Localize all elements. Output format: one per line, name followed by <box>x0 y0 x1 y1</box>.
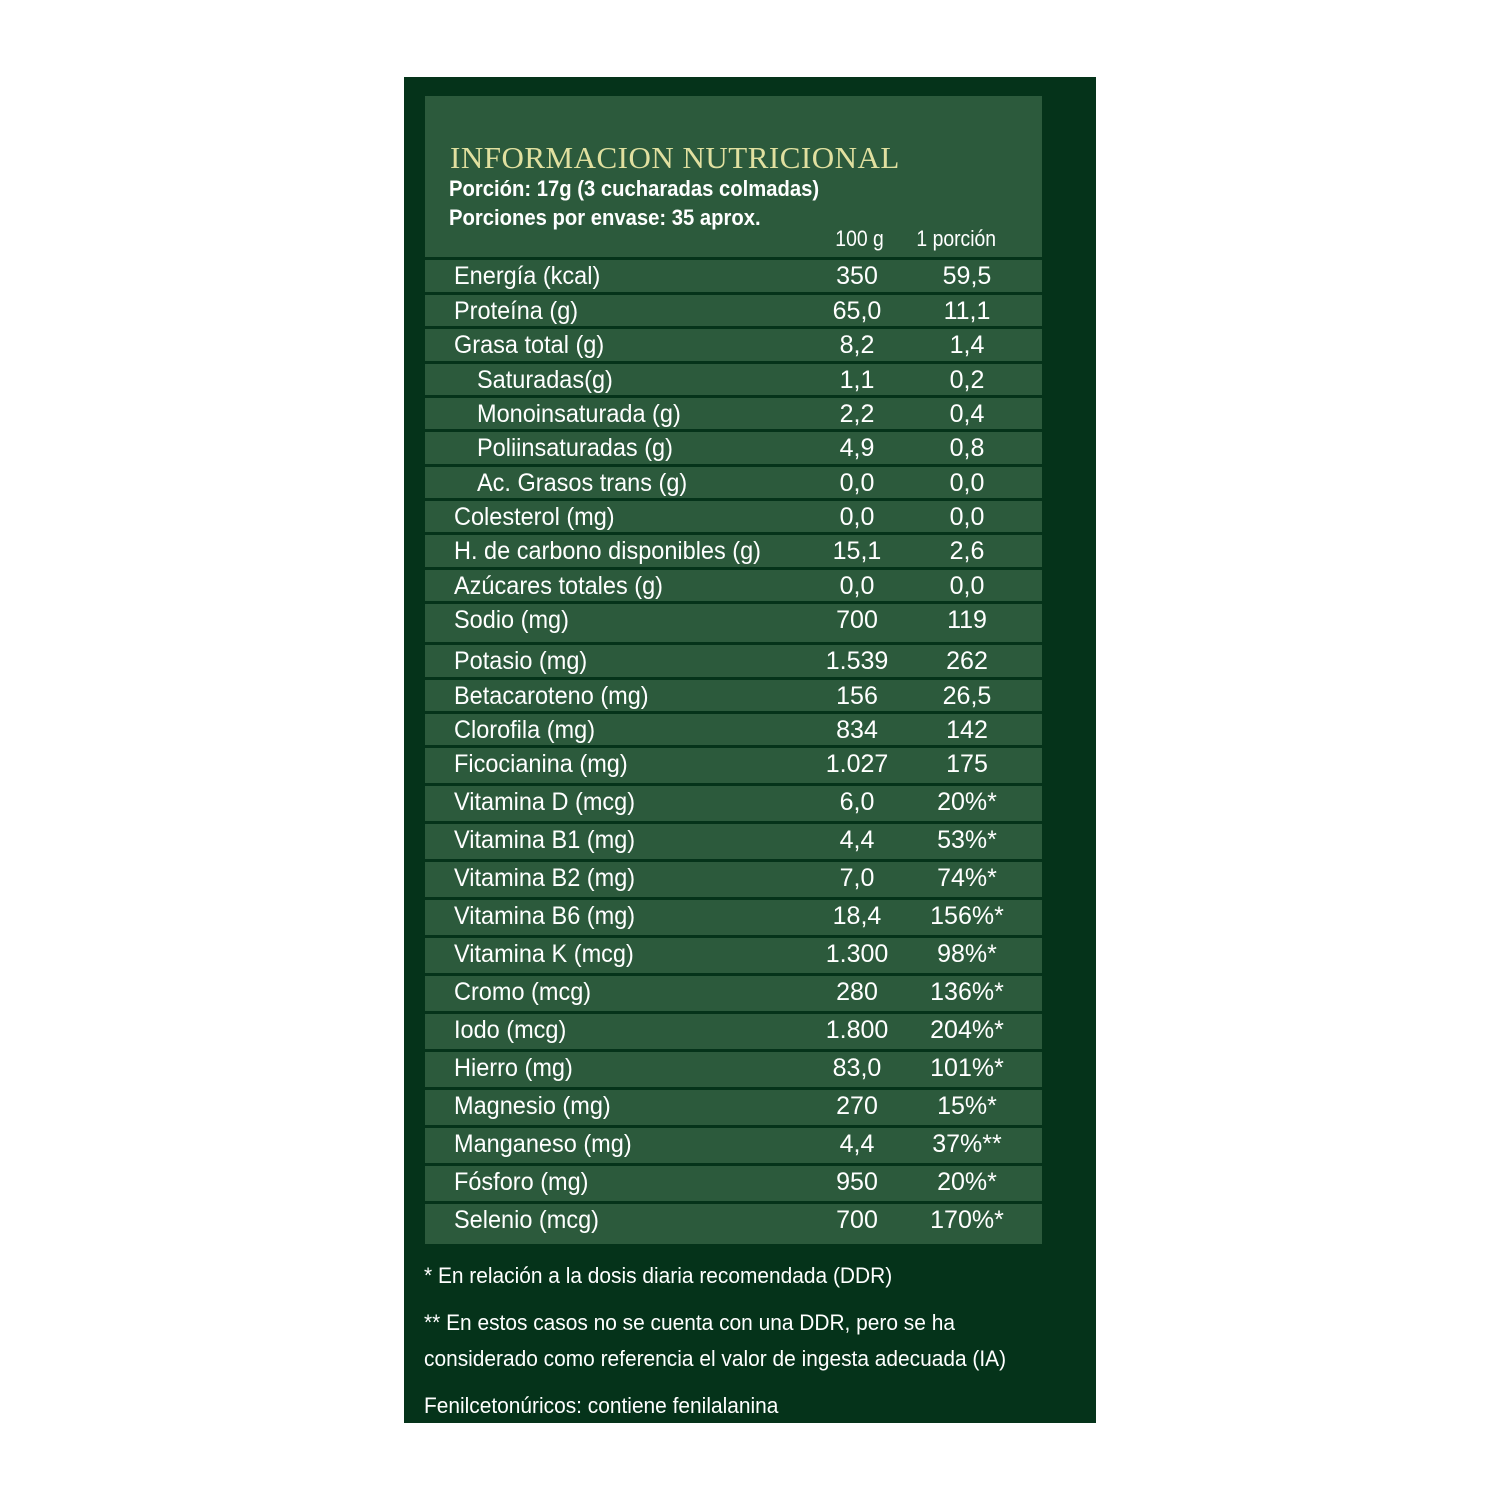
value-per-portion: 175 <box>946 750 988 778</box>
nutrient-row <box>425 973 1042 1007</box>
value-per-portion: 20%* <box>937 788 997 816</box>
footnote-ia-line-1: ** En estos casos no se cuenta con una DDR, pero se ha <box>424 1310 955 1335</box>
footnote-ia-line-2: considerado como referencia el valor de ingesta adecuada (IA) <box>424 1346 1007 1371</box>
value-per-100g: 83,0 <box>832 1054 882 1082</box>
value-per-portion: 0,8 <box>949 434 985 462</box>
nutrient-row <box>425 783 1042 817</box>
nutrient-name: Cromo (mcg) <box>454 978 592 1006</box>
nutrient-row <box>425 292 1042 326</box>
value-per-portion: 20%* <box>937 1168 997 1196</box>
nutrient-name: Selenio (mcg) <box>454 1206 599 1234</box>
value-per-100g: 18,4 <box>832 902 882 930</box>
nutrient-name: Betacaroteno (mg) <box>454 682 649 710</box>
value-per-100g: 0,0 <box>839 572 875 600</box>
value-per-portion: 156%* <box>930 902 1004 930</box>
serving-size: Porción: 17g (3 cucharadas colmadas) <box>449 176 820 201</box>
nutrient-row <box>425 821 1042 855</box>
value-per-portion: 26,5 <box>942 682 992 710</box>
nutrient-row <box>425 257 1042 291</box>
column-header-portion: 1 porción <box>916 226 997 251</box>
nutrient-row <box>425 601 1042 635</box>
nutrient-row <box>425 361 1042 395</box>
nutrient-name: Fósforo (mg) <box>454 1168 589 1196</box>
value-per-100g: 700 <box>836 1206 878 1234</box>
nutrient-name: Grasa total (g) <box>454 331 605 359</box>
nutrient-name: Monoinsaturada (g) <box>477 400 681 428</box>
value-per-portion: 98%* <box>937 940 997 968</box>
column-header-100g: 100 g <box>835 226 884 251</box>
value-per-100g: 280 <box>836 978 878 1006</box>
value-per-100g: 1,1 <box>839 366 875 394</box>
value-per-100g: 7,0 <box>839 864 875 892</box>
value-per-portion: 37%** <box>932 1130 1002 1158</box>
nutrition-panel <box>425 96 1042 1244</box>
value-per-100g: 350 <box>836 262 878 290</box>
value-per-portion: 15%* <box>937 1092 997 1120</box>
value-per-portion: 142 <box>946 716 988 744</box>
nutrient-name: Poliinsaturadas (g) <box>477 434 673 462</box>
nutrient-row <box>425 711 1042 745</box>
nutrient-row <box>425 1087 1042 1121</box>
value-per-portion: 53%* <box>937 826 997 854</box>
nutrient-row <box>425 897 1042 931</box>
nutrient-row <box>425 1011 1042 1045</box>
nutrient-name: Ficocianina (mg) <box>454 750 628 778</box>
value-per-portion: 0,0 <box>949 469 985 497</box>
nutrient-row <box>425 1163 1042 1197</box>
nutrient-row <box>425 429 1042 463</box>
nutrient-name: Vitamina D (mcg) <box>454 788 636 816</box>
nutrient-row <box>425 745 1042 779</box>
value-per-100g: 1.027 <box>825 750 889 778</box>
nutrient-name: Energía (kcal) <box>454 262 601 290</box>
nutrient-name: Potasio (mg) <box>454 647 588 675</box>
value-per-portion: 2,6 <box>949 537 985 565</box>
value-per-100g: 0,0 <box>839 469 875 497</box>
nutrient-row <box>425 532 1042 566</box>
nutrient-row <box>425 677 1042 711</box>
servings-per-container: Porciones por envase: 35 aprox. <box>449 205 761 230</box>
nutrient-row <box>425 1125 1042 1159</box>
nutrient-row <box>425 464 1042 498</box>
nutrient-name: Proteína (g) <box>454 297 579 325</box>
nutrition-label <box>404 77 1096 1423</box>
value-per-100g: 6,0 <box>839 788 875 816</box>
nutrient-name: Manganeso (mg) <box>454 1130 632 1158</box>
nutrient-name: Clorofila (mg) <box>454 716 596 744</box>
value-per-portion: 136%* <box>930 978 1004 1006</box>
value-per-portion: 0,2 <box>949 366 985 394</box>
value-per-100g: 2,2 <box>839 400 875 428</box>
nutrient-row <box>425 642 1042 676</box>
nutrient-row <box>425 395 1042 429</box>
nutrient-row <box>425 326 1042 360</box>
value-per-portion: 1,4 <box>949 331 985 359</box>
value-per-100g: 156 <box>836 682 878 710</box>
label-title: INFORMACION NUTRICIONAL <box>450 140 900 175</box>
nutrient-row <box>425 1201 1042 1235</box>
value-per-100g: 4,4 <box>839 826 875 854</box>
nutrient-row <box>425 935 1042 969</box>
nutrient-name: Hierro (mg) <box>454 1054 573 1082</box>
nutrient-name: Azúcares totales (g) <box>454 572 663 600</box>
nutrient-row <box>425 859 1042 893</box>
nutrient-name: H. de carbono disponibles (g) <box>454 537 761 565</box>
value-per-100g: 270 <box>836 1092 878 1120</box>
value-per-100g: 1.300 <box>825 940 889 968</box>
value-per-100g: 834 <box>836 716 878 744</box>
value-per-100g: 4,9 <box>839 434 875 462</box>
value-per-portion: 0,4 <box>949 400 985 428</box>
value-per-portion: 262 <box>946 647 988 675</box>
value-per-portion: 59,5 <box>942 262 992 290</box>
value-per-portion: 101%* <box>930 1054 1004 1082</box>
nutrient-row <box>425 498 1042 532</box>
value-per-100g: 15,1 <box>832 537 882 565</box>
value-per-portion: 119 <box>947 606 987 634</box>
value-per-100g: 4,4 <box>839 1130 875 1158</box>
footnote-ddr: * En relación a la dosis diaria recomendada (DDR) <box>424 1263 893 1288</box>
nutrient-name: Vitamina B1 (mg) <box>454 826 636 854</box>
value-per-100g: 65,0 <box>832 297 882 325</box>
nutrient-name: Magnesio (mg) <box>454 1092 611 1120</box>
phenylketonuria-warning: Fenilcetonúricos: contiene fenilalanina <box>424 1393 779 1418</box>
nutrient-name: Iodo (mcg) <box>454 1016 567 1044</box>
nutrient-name: Vitamina B2 (mg) <box>454 864 636 892</box>
value-per-100g: 8,2 <box>839 331 875 359</box>
value-per-100g: 1.800 <box>825 1016 889 1044</box>
nutrient-name: Saturadas(g) <box>477 366 613 394</box>
value-per-portion: 0,0 <box>949 572 985 600</box>
value-per-100g: 1.539 <box>825 647 889 675</box>
value-per-portion: 204%* <box>930 1016 1004 1044</box>
nutrient-name: Colesterol (mg) <box>454 503 615 531</box>
value-per-portion: 0,0 <box>949 503 985 531</box>
nutrient-row <box>425 1049 1042 1083</box>
value-per-100g: 0,0 <box>839 503 875 531</box>
value-per-portion: 74%* <box>937 864 997 892</box>
nutrient-name: Vitamina K (mcg) <box>454 940 634 968</box>
nutrient-name: Sodio (mg) <box>454 606 569 634</box>
nutrient-name: Ac. Grasos trans (g) <box>477 469 688 497</box>
value-per-portion: 11,1 <box>943 297 991 325</box>
value-per-100g: 700 <box>836 606 878 634</box>
value-per-portion: 170%* <box>930 1206 1004 1234</box>
nutrient-row <box>425 567 1042 601</box>
nutrient-name: Vitamina B6 (mg) <box>454 902 636 930</box>
value-per-100g: 950 <box>836 1168 878 1196</box>
